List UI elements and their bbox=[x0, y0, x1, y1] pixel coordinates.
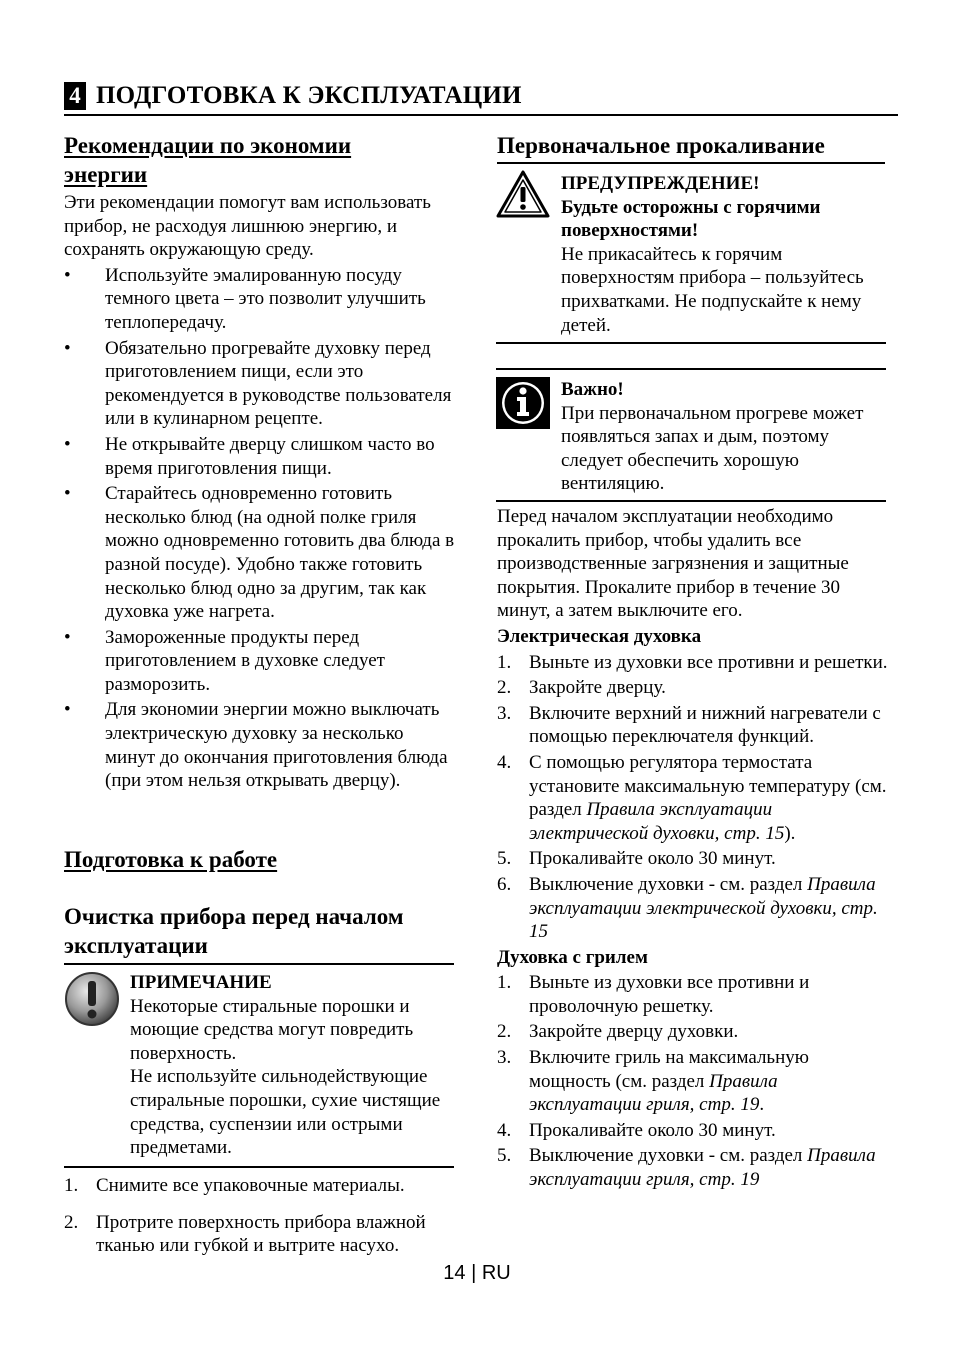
step-number: 5. bbox=[497, 1145, 512, 1167]
step-text: Выньте из духовки все противни и решетки. bbox=[529, 651, 888, 673]
list-item: • Не открывайте дверцу слишком часто во время приготовления пищи. bbox=[64, 433, 456, 480]
step-number: 3. bbox=[497, 1047, 512, 1069]
important-box bbox=[561, 378, 889, 496]
prep-heading: Подготовка к работе bbox=[64, 847, 278, 872]
step-text-end: ). bbox=[784, 822, 796, 844]
step-text: Выключение духовки - см. раздел bbox=[529, 873, 808, 895]
energy-intro: Эти рекомендации помогут вам использовать прибор, не расходуя лишнюю энергию, и сохранять окружающую среду. bbox=[64, 192, 431, 261]
note-bottom-rule bbox=[64, 1166, 454, 1168]
important-title: Важно! bbox=[561, 379, 624, 400]
chapter-title: ПОДГОТОВКА К ЭКСПЛУАТАЦИИ bbox=[96, 82, 522, 109]
footer-separator: | bbox=[471, 1262, 477, 1284]
list-item bbox=[497, 1020, 889, 1044]
language-code: RU bbox=[481, 1262, 511, 1284]
cleaning-heading: Очистка прибора перед началом эксплуатации bbox=[64, 904, 404, 958]
info-icon bbox=[496, 377, 550, 429]
step-text: Выньте из духовки все противни и проволочную решетку. bbox=[529, 972, 810, 1017]
step-text: Протрите поверхность прибора влажной тканью или губкой и вытрите насухо. bbox=[96, 1211, 426, 1257]
step-number: 1. bbox=[64, 1175, 79, 1196]
list-item bbox=[497, 1144, 889, 1191]
note-text-1: Некоторые стиральные порошки и моющие средства могут повредить поверхность. bbox=[130, 995, 414, 1064]
step-number: 6. bbox=[497, 873, 512, 895]
step-reference: Правила эксплуатации электрической духовки, стр. 15 bbox=[529, 873, 878, 943]
step-number: 3. bbox=[497, 702, 512, 724]
grill-steps bbox=[497, 971, 889, 1191]
note-exclamation-icon bbox=[64, 971, 120, 1027]
cleaning-steps bbox=[64, 1174, 458, 1258]
note-text-2: Не используйте сильнодействующие стиральные порошки, сухие чистящие средства, суспензии или острыми предметами. bbox=[130, 1066, 441, 1159]
burn-in-body bbox=[497, 505, 889, 1194]
step-number: 2. bbox=[497, 1021, 512, 1043]
list-item: • Используйте эмалированную посуду темного цвета – это позволит улучшить теплопередачу. bbox=[64, 264, 456, 335]
burn-in-rule bbox=[497, 162, 885, 164]
warning-title: ПРЕДУПРЕЖДЕНИЕ! bbox=[561, 173, 760, 194]
warning-subtitle: Будьте осторожны с горячими поверхностями! bbox=[561, 196, 821, 242]
step-reference: Правила эксплуатации электрической духовки, стр. 15 bbox=[529, 799, 785, 844]
important-top-rule bbox=[496, 368, 886, 370]
step-number: 2. bbox=[64, 1211, 79, 1233]
step-text: Закройте дверцу. bbox=[529, 677, 666, 699]
list-item bbox=[497, 847, 889, 871]
important-text: При первоначальном прогреве может появляться запах и дым, поэтому следует обеспечить хорошую вентиляцию. bbox=[561, 402, 864, 495]
list-item: • Обязательно прогревайте духовку перед приготовлением пищи, если это рекомендуется в руководстве пользователя или в кулинарном рецепте. bbox=[64, 337, 456, 431]
chapter-number-badge: 4 bbox=[64, 82, 86, 110]
step-number: 4. bbox=[497, 751, 512, 773]
energy-heading: Рекомендации по экономии энергии bbox=[64, 133, 352, 187]
page-number: 14 bbox=[443, 1262, 466, 1284]
list-item bbox=[497, 1046, 889, 1117]
note-top-rule bbox=[64, 963, 454, 965]
list-item bbox=[497, 702, 889, 749]
step-number: 1. bbox=[497, 972, 512, 994]
cleaning-note bbox=[130, 971, 456, 1160]
step-text: Снимите все упаковочные материалы. bbox=[96, 1175, 405, 1196]
step-reference: Правила эксплуатации гриля, стр. 19 bbox=[529, 1070, 778, 1116]
list-item bbox=[64, 1174, 458, 1198]
electric-steps bbox=[497, 651, 889, 944]
step-text: Включите гриль на максимальную мощность (см. раздел bbox=[529, 1047, 809, 1092]
important-bottom-rule bbox=[496, 500, 886, 502]
step-text: Прокаливайте около 30 минут. bbox=[529, 848, 776, 870]
step-text: С помощью регулятора термостата установите максимальную температуру (см. раздел bbox=[529, 751, 887, 821]
list-item: • Старайтесь одновременно готовить несколько блюд (на одной полке гриля можно одновременно готовить два блюда в разной посуде). Удобно также готовить несколько блюд одно за другим, так как духовка уже нагрета. bbox=[64, 482, 456, 624]
list-item bbox=[497, 676, 889, 700]
warning-bottom-rule bbox=[496, 342, 886, 344]
step-text: Закройте дверцу духовки. bbox=[529, 1021, 739, 1043]
warning-box bbox=[561, 172, 889, 337]
electric-heading: Электрическая духовка bbox=[497, 625, 702, 647]
left-column bbox=[64, 131, 456, 795]
list-item bbox=[497, 651, 889, 675]
step-reference: Правила эксплуатации гриля, стр. 19 bbox=[529, 1145, 876, 1191]
energy-list bbox=[64, 264, 456, 793]
grill-heading: Духовка с грилем bbox=[497, 946, 648, 968]
list-item bbox=[497, 1119, 889, 1143]
list-item: • Для экономии энергии можно выключать электрическую духовку за несколько минут до окончания приготовления блюда (при этом нельзя открывать дверцу). bbox=[64, 698, 456, 792]
step-number: 2. bbox=[497, 677, 512, 699]
list-item bbox=[64, 1211, 458, 1258]
step-text-end: . bbox=[759, 1094, 765, 1116]
step-number: 1. bbox=[497, 651, 512, 673]
step-text: Включите верхний и нижний нагреватели с помощью переключателя функций. bbox=[529, 702, 881, 748]
chapter-rule bbox=[64, 114, 898, 116]
warning-triangle-icon bbox=[496, 170, 550, 218]
list-item bbox=[497, 971, 889, 1018]
step-number: 5. bbox=[497, 848, 512, 870]
warning-text: Не прикасайтесь к горячим поверхностям прибора – пользуйтесь прихватками. Не подпускайте к нему детей. bbox=[561, 243, 864, 336]
step-text: Прокаливайте около 30 минут. bbox=[529, 1119, 776, 1141]
step-text: Выключение духовки - см. раздел bbox=[529, 1145, 808, 1167]
step-number: 4. bbox=[497, 1119, 512, 1141]
list-item bbox=[497, 873, 889, 944]
page-footer bbox=[0, 1262, 954, 1285]
burn-in-heading: Первоначальное прокаливание bbox=[497, 133, 825, 158]
burn-in-intro: Перед началом эксплуатации необходимо прокалить прибор, чтобы удалить все производственные загрязнения и защитные покрытия. Прокалите прибор в течение 30 минут, а затем выключите его. bbox=[497, 506, 849, 622]
list-item bbox=[497, 751, 889, 845]
list-item: • Замороженные продукты перед приготовлением в духовке следует разморозить. bbox=[64, 626, 456, 697]
note-title: ПРИМЕЧАНИЕ bbox=[130, 972, 272, 993]
